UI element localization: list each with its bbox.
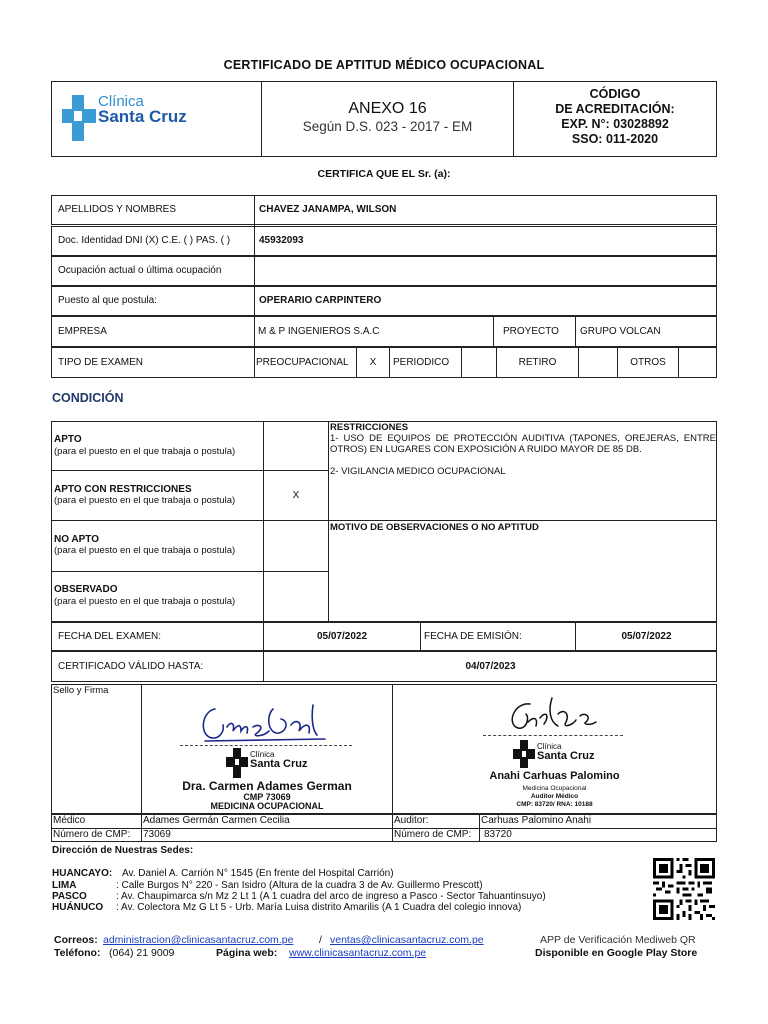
- sede-city: PASCO: [52, 891, 87, 902]
- restrictions-item2: 2- VIGILANCIA MEDICO OCUPACIONAL: [330, 466, 506, 477]
- doctor-signature: [195, 697, 335, 747]
- auditor-line3: CMP: 83720/ RNA: 10188: [516, 801, 593, 808]
- apto-sub: (para el puesto en el que trabaja o postula): [54, 446, 236, 457]
- sede-address: : Calle Burgos N° 220 - San Isidro (Altura de la cuadra 3 de Av. Guillermo Prescott): [116, 880, 483, 891]
- annex-subtitle: Según D.S. 023 - 2017 - EM: [302, 119, 473, 134]
- apto-restr-sub: (para el puesto en el que trabaja o postula): [54, 495, 236, 506]
- valid-until-value: 04/07/2023: [465, 661, 516, 672]
- no-apto-label: NO APTO: [54, 534, 100, 545]
- logo-box: [51, 81, 262, 157]
- exam-date-label: FECHA DEL EXAMEN:: [58, 631, 161, 642]
- company-value: M & P INGENIEROS S.A.C: [258, 326, 380, 337]
- phone-value: (064) 21 9009: [109, 947, 175, 959]
- app-line1: APP de Verificación Mediweb QR: [540, 934, 696, 946]
- project-value: GRUPO VOLCAN: [580, 326, 661, 337]
- apto-label: APTO: [54, 434, 82, 445]
- auditor-label: Auditor:: [394, 815, 429, 826]
- clinic-logo-icon: [62, 95, 96, 141]
- accreditation-line4: SSO: 011-2020: [571, 132, 659, 146]
- sede-address: : Av. Colectora Mz G Lt 5 - Urb. María Luisa distrito Amarilis (A 1 Cuadra del colegio innova): [116, 902, 522, 913]
- sede-city: LIMA: [52, 880, 77, 891]
- accreditation-line3: EXP. N°: 03028892: [561, 117, 669, 131]
- email-label: Correos:: [54, 934, 98, 946]
- company-label: EMPRESA: [58, 326, 107, 337]
- auditor-line2: Auditor Médico: [530, 793, 579, 800]
- sede-city: HUÁNUCO: [52, 902, 104, 913]
- document-title: CERTIFICADO DE APTITUD MÉDICO OCUPACIONAL: [223, 58, 545, 72]
- medico-label: Médico: [53, 815, 86, 826]
- email-separator: /: [319, 934, 322, 946]
- email-link-ventas[interactable]: ventas@clinicasantacruz.com.pe: [330, 934, 484, 946]
- exam-type-label: TIPO DE EXAMEN: [58, 357, 144, 368]
- cmp-value: 73069: [143, 829, 171, 840]
- phone-label: Teléfono:: [54, 947, 101, 959]
- logo-line2: Santa Cruz: [98, 107, 187, 126]
- accreditation-box: [513, 81, 717, 157]
- web-link[interactable]: www.clinicasantacruz.com.pe: [289, 947, 427, 959]
- position-value: OPERARIO CARPINTERO: [259, 295, 382, 306]
- email-link-admin[interactable]: administracion@clinicasantacruz.com.pe: [103, 934, 294, 946]
- web-label: Página web:: [216, 947, 278, 959]
- observado-sub: (para el puesto en el que trabaja o postula): [54, 596, 236, 607]
- exam-preoc-label: PREOCUPACIONAL: [256, 357, 349, 368]
- cmp-label: Número de CMP:: [53, 829, 131, 840]
- seal-label: Sello y Firma: [53, 685, 109, 696]
- exam-retiro-label: RETIRO: [518, 357, 557, 368]
- exam-preoc-mark: X: [369, 357, 377, 368]
- doctor-name: Dra. Carmen Adames German: [182, 779, 352, 793]
- doc-label: Doc. Identidad DNI (X) C.E. ( ) PAS. ( ): [58, 235, 231, 246]
- accreditation-line2: DE ACREDITACIÓN:: [555, 102, 675, 116]
- auditor-stamp-clinic2: Santa Cruz: [537, 750, 595, 762]
- auditor-name: Anahi Carhuas Palomino: [489, 770, 620, 782]
- sedes-heading: Dirección de Nuestras Sedes:: [52, 845, 194, 856]
- emission-date-label: FECHA DE EMISIÓN:: [424, 631, 522, 642]
- auditor-signature: [500, 690, 610, 736]
- restrictions-heading: RESTRICCIONES: [330, 422, 409, 433]
- sede-address: Av. Daniel A. Carrión N° 1545 (En frente del Hospital Carrión): [122, 868, 394, 879]
- logo-line1: Clínica: [98, 93, 144, 110]
- project-label: PROYECTO: [503, 326, 559, 337]
- auditor-value: Carhuas Palomino Anahi: [481, 815, 592, 826]
- auditor-line1: Medicina Ocupacional: [522, 785, 587, 792]
- doctor-stamp-clinic2: Santa Cruz: [250, 758, 308, 770]
- annex-title: ANEXO 16: [348, 100, 427, 117]
- qr-code-icon: [652, 858, 716, 920]
- auditor-stamp-clinic1: Clínica: [537, 742, 562, 751]
- emission-date-value: 05/07/2022: [621, 631, 672, 642]
- exam-periodic-label: PERIODICO: [393, 357, 450, 368]
- doctor-cmp: CMP 73069: [243, 792, 291, 802]
- names-value: CHAVEZ JANAMPA, WILSON: [259, 204, 397, 215]
- condition-heading: CONDICIÓN: [52, 391, 124, 405]
- occupation-label: Ocupación actual o última ocupación: [58, 265, 222, 276]
- exam-otros-label: OTROS: [630, 357, 666, 368]
- medico-value: Adames Germán Carmen Cecilia: [143, 815, 290, 826]
- sede-address: : Av. Chaupimarca s/n Mz 2 Lt 1 (A 1 cuadra del arco de ingreso a Pasco - Sector Tahuantinsuyo): [116, 891, 546, 902]
- cmp2-label: Número de CMP:: [394, 829, 472, 840]
- doctor-specialty: MEDICINA OCUPACIONAL: [210, 801, 324, 811]
- auditor-stamp-cross-icon: [513, 740, 535, 768]
- certify-text: CERTIFICA QUE EL Sr. (a):: [317, 168, 451, 180]
- names-label: APELLIDOS Y NOMBRES: [58, 204, 177, 215]
- doctor-stamp-cross-icon: [226, 748, 248, 778]
- observations-heading: MOTIVO DE OBSERVACIONES O NO APTITUD: [330, 522, 539, 533]
- annex-box: [261, 81, 514, 157]
- app-line2: Disponible en Google Play Store: [535, 947, 698, 959]
- apto-restr-label: APTO CON RESTRICCIONES: [54, 484, 192, 495]
- sede-city: HUANCAYO:: [52, 868, 113, 879]
- apto-restr-mark: X: [292, 490, 300, 501]
- no-apto-sub: (para el puesto en el que trabaja o postula): [54, 545, 236, 556]
- observado-label: OBSERVADO: [54, 584, 118, 595]
- accreditation-line1: CÓDIGO: [589, 87, 641, 101]
- doctor-stamp-clinic1: Clínica: [250, 750, 275, 759]
- cmp2-value: 83720: [484, 829, 512, 840]
- valid-until-label: CERTIFICADO VÁLIDO HASTA:: [58, 661, 204, 672]
- restrictions-item1: 1- USO DE EQUIPOS DE PROTECCIÓN AUDITIVA (TAPONES, OREJERAS, ENTRE OTROS) EN LUGARES CON EXPOSICIÓN A RUIDO MAYOR DE 85 DB.: [330, 433, 716, 455]
- position-label: Puesto al que postula:: [58, 295, 157, 306]
- doc-value: 45932093: [259, 235, 304, 246]
- exam-date-value: 05/07/2022: [316, 631, 368, 642]
